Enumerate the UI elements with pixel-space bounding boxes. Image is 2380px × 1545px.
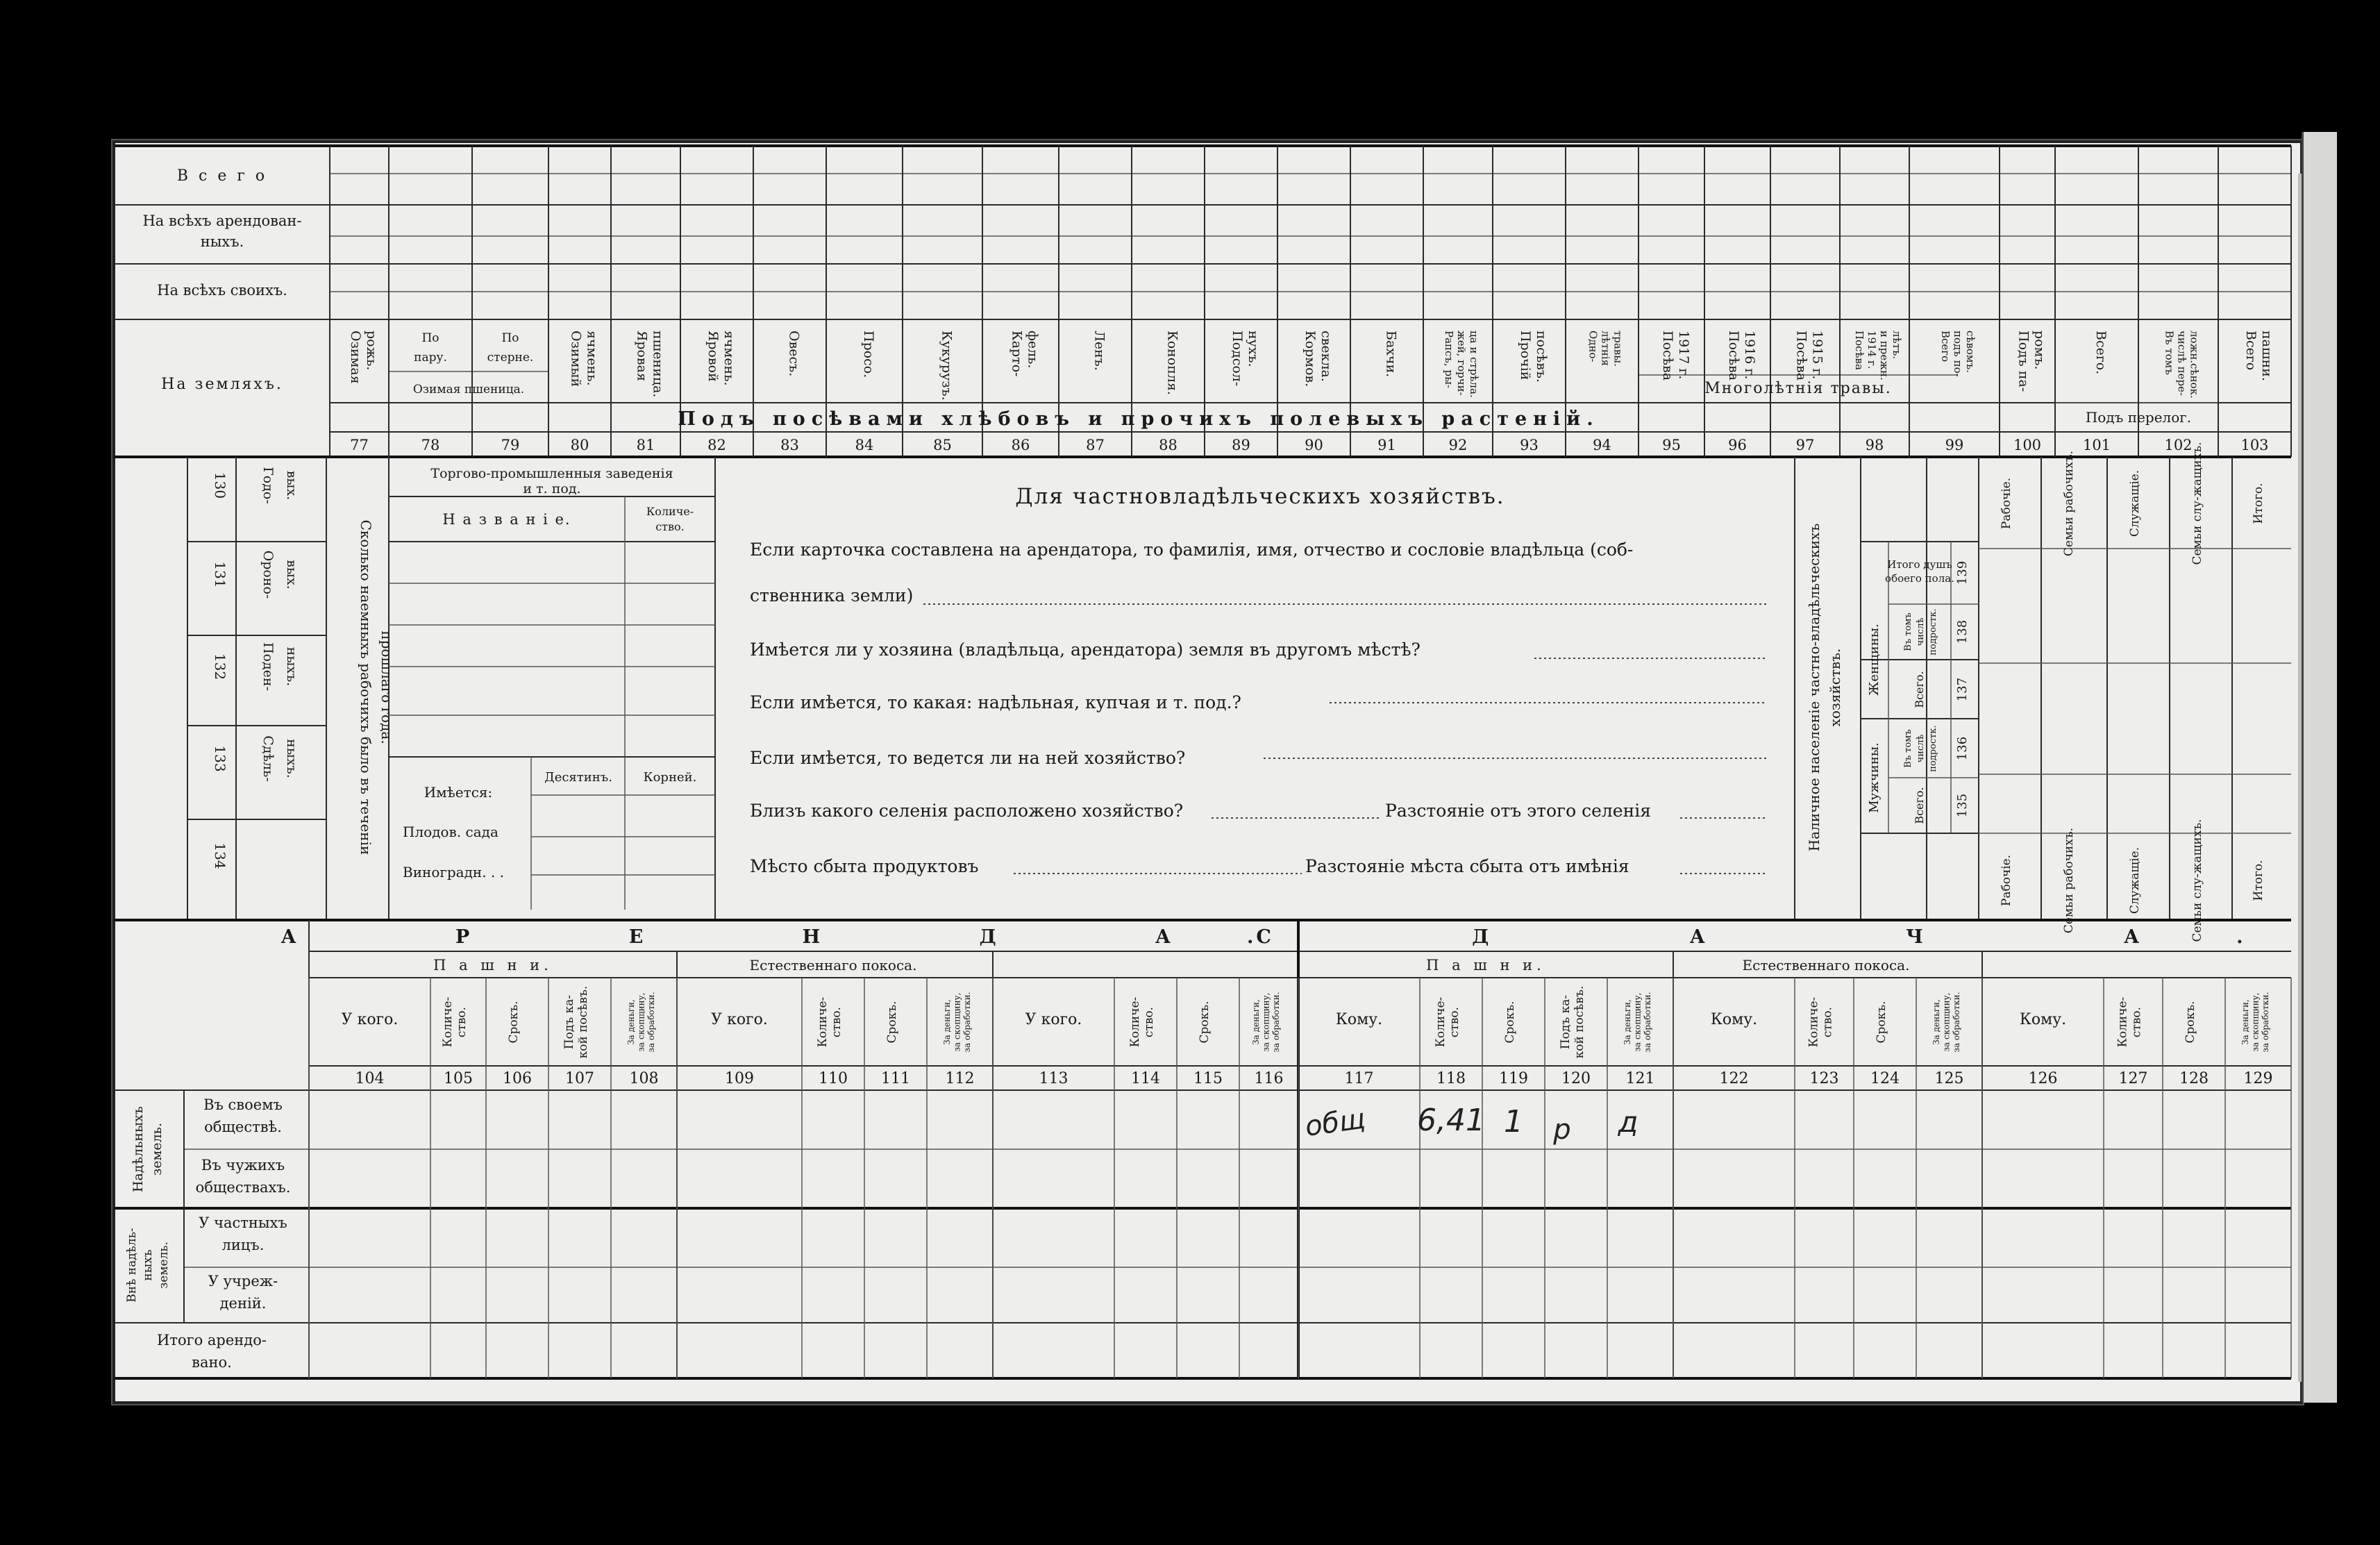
column-number: 101	[2082, 437, 2111, 453]
crop-header: Прочій	[1518, 331, 1534, 381]
lease-title: А Р Е Н Д А.	[280, 926, 1330, 948]
lease-col-header: Подъ ка-	[1558, 994, 1573, 1050]
column-number: 97	[1795, 437, 1815, 453]
column-number: 124	[1870, 1070, 1900, 1087]
crop-header: Всего.	[2093, 331, 2109, 375]
column-number: 118	[1436, 1070, 1466, 1087]
lease-col-header: Количе-	[1128, 996, 1142, 1048]
column-number: 104	[355, 1070, 385, 1087]
crop-header: лѣтнія	[1599, 331, 1612, 367]
column-number: 81	[636, 437, 655, 453]
crop-header: 1916 г.	[1741, 331, 1757, 380]
lease-col-header: За деньги,	[1623, 999, 1633, 1045]
lease-col-header: За деньги,	[626, 999, 637, 1045]
lease-col-header: Срокъ.	[2184, 1001, 2197, 1044]
incl-label: Въ томъ	[1903, 729, 1913, 768]
crop-header: Яровая	[634, 331, 650, 381]
column-number: 121	[1625, 1070, 1655, 1087]
outside-lands-label: ныхъ	[141, 1249, 155, 1281]
column-number: 111	[881, 1070, 910, 1087]
trade-title: и т. под.	[523, 481, 581, 496]
incl-label: подростк.	[1928, 725, 1938, 772]
meadow-header: Естественнаго покоса.	[1742, 957, 1910, 974]
column-number: 137	[1955, 677, 1970, 702]
column-number: 77	[350, 437, 369, 453]
trade-qty-header: Количе-	[646, 505, 694, 518]
lease-col-header: За деньги,	[1931, 999, 1942, 1045]
hired-worker-type: Сдѣль-	[260, 735, 276, 782]
private-q-distance: Разстояніе отъ этого селенія	[1385, 801, 1652, 821]
lease-col-header: кой посѣвъ.	[1573, 985, 1587, 1059]
hired-workers-label: Сколько наемныхъ рабочихъ было въ теченіи	[358, 519, 374, 855]
private-q-owner: Если карточка составлена на арендатора, то фамилія, имя, отчество и сословіе владѣльца (соб-	[750, 540, 1634, 560]
private-estates-title: Для частновладѣльческихъ хозяйствъ.	[1015, 484, 1505, 509]
outside-lands-label: земель.	[157, 1241, 171, 1289]
column-number: 108	[629, 1070, 659, 1087]
column-number: 123	[1809, 1070, 1839, 1087]
crop-header: 1917 г.	[1675, 331, 1691, 380]
lease-col-header: за скопщину,	[2250, 992, 2261, 1052]
row-label-total: В с е г о	[176, 167, 268, 185]
private-q-farming: Если имѣется, то ведется ли на ней хозяйство?	[750, 748, 1186, 768]
worker-category: Рабочіе.	[2000, 477, 2013, 530]
handwritten-entry: общ	[1302, 1103, 1368, 1143]
fruit-orchard-label: Плодов. сада	[403, 824, 498, 840]
private-persons-label: лицъ.	[221, 1237, 265, 1253]
lease-col-header: за обработки.	[1642, 992, 1652, 1053]
column-number: 134	[212, 842, 228, 869]
hired-worker-type: Поден-	[260, 642, 276, 692]
lease-col-header: ство.	[830, 1006, 844, 1038]
column-number: 95	[1662, 437, 1681, 453]
lease-columns	[309, 978, 2291, 1378]
column-number: 80	[570, 437, 589, 453]
incl-label: числѣ	[1916, 617, 1926, 646]
crop-header: Посѣва	[1853, 331, 1866, 370]
private-q-owner: ственника земли)	[750, 585, 914, 606]
handwritten-entry: д	[1618, 1105, 1639, 1139]
crop-header: Посѣва	[1726, 331, 1742, 381]
lease-col-header: за скопщину,	[1261, 992, 1271, 1052]
column-number: 92	[1448, 437, 1468, 453]
column-number: 128	[2179, 1070, 2209, 1087]
lease-col-header: ство.	[455, 1006, 469, 1038]
crop-header: посѣвъ.	[1533, 331, 1549, 383]
handwritten-entry: 1	[1504, 1104, 1523, 1139]
hired-worker-type: Годо-	[260, 467, 276, 504]
institutions-label: деній.	[219, 1295, 267, 1312]
lease-col-header: ство.	[2129, 1006, 2144, 1038]
lease-col-header: за обработки.	[1951, 992, 1961, 1053]
column-number: 138	[1955, 619, 1970, 644]
column-number: 116	[1254, 1070, 1284, 1087]
lease-col-header: Срокъ.	[1503, 1001, 1517, 1044]
crop-header: Карто-	[1009, 331, 1025, 377]
lease-col-header: Количе-	[440, 996, 455, 1048]
crop-header: Подъ па-	[2016, 331, 2031, 392]
crop-header: ромъ.	[2031, 331, 2047, 370]
column-number: 133	[212, 745, 228, 772]
trade-title: Торгово-промышленныя заведенія	[430, 466, 673, 481]
total-label: Всего.	[1913, 671, 1926, 708]
column-number: 105	[444, 1070, 473, 1087]
lease-col-header: За деньги,	[1251, 999, 1262, 1045]
column-number: 126	[2028, 1070, 2058, 1087]
crop-header: лѣтъ.	[1891, 331, 1903, 360]
crop-header: 1915 г.	[1809, 331, 1825, 380]
row-label-rented: На всѣхъ арендован-	[142, 212, 302, 229]
crop-header: фель.	[1025, 331, 1041, 369]
lease-col-header: за скопщину,	[1632, 992, 1643, 1052]
fallow-label: Подъ перелог.	[2085, 409, 2192, 426]
crop-header: ложн.сѣнок.	[2188, 331, 2201, 399]
women-label: Женщины.	[1867, 624, 1882, 696]
crop-header: Ленъ.	[1091, 331, 1107, 371]
column-number: 130	[212, 471, 228, 499]
row-label-own: На всѣхъ своихъ.	[157, 282, 287, 299]
crop-header: пшеница.	[650, 331, 666, 398]
worker-category: Семьи рабочихъ.	[2062, 450, 2076, 557]
lease-col-header: за обработки.	[646, 992, 656, 1053]
lease-col-header: Количе-	[815, 996, 830, 1048]
column-number: 78	[421, 437, 440, 453]
lease-col-header: Срокъ.	[885, 1001, 899, 1044]
bottom-section-rules	[115, 920, 2291, 1378]
crop-header: Озимая	[348, 331, 364, 384]
column-number: 139	[1955, 560, 1970, 585]
lease-col-header: За деньги,	[2240, 999, 2251, 1045]
crop-header: травы.	[1611, 331, 1625, 367]
population-label: Наличное населеніе частно-владѣльческихъ	[1806, 523, 1822, 852]
worker-category: Служащіе.	[2128, 846, 2142, 915]
lease-col-header: Подъ ка-	[562, 994, 576, 1050]
lease-col-header: Кому.	[1335, 1011, 1383, 1028]
column-number: 127	[2118, 1070, 2148, 1087]
crop-header: ца и стрѣла.	[1468, 331, 1480, 398]
column-number: 136	[1955, 736, 1970, 761]
private-q-other-land: Имѣется ли у хозяина (владѣльца, арендатора) земля въ другомъ мѣстѣ?	[750, 640, 1421, 660]
crop-header: Яровой	[705, 331, 721, 382]
column-number: 102	[2164, 437, 2193, 453]
crop-header: нухъ.	[1245, 331, 1261, 367]
column-number: 90	[1305, 437, 1323, 453]
lease-col-header: за скопщину,	[636, 992, 646, 1052]
crop-header: Озимый	[568, 331, 584, 387]
population-label: хозяйствъ.	[1827, 648, 1843, 727]
worker-category: Итого.	[2252, 860, 2265, 901]
crop-header: Одно-	[1586, 331, 1600, 362]
crop-header: Всего	[2243, 331, 2259, 371]
lease-col-header: Количе-	[2115, 996, 2130, 1048]
column-number: 83	[780, 437, 799, 453]
korney-header: Корней.	[643, 770, 697, 785]
crop-header: и прежн.	[1878, 331, 1891, 381]
incl-label: подростк.	[1928, 608, 1938, 655]
meadow-header: Естественнаго покоса.	[749, 957, 917, 974]
crop-header: Подсол-	[1230, 331, 1246, 387]
column-number: 106	[503, 1070, 532, 1087]
crop-header: ячмень.	[721, 331, 737, 386]
crop-header: стерне.	[487, 351, 534, 365]
column-number: 122	[1719, 1070, 1749, 1087]
lease-col-header: У кого.	[711, 1011, 768, 1028]
column-number: 120	[1561, 1070, 1591, 1087]
lease-col-header: За деньги,	[942, 999, 953, 1045]
lease-col-header: Количе-	[1433, 996, 1448, 1048]
perennial-grasses-label: Многолѣтнія травы.	[1704, 380, 1892, 397]
trade-qty-header: ство.	[655, 520, 685, 533]
men-label: Мужчины.	[1867, 742, 1882, 813]
crop-header: 1914 г.	[1866, 331, 1878, 369]
lease-col-header: ство.	[1448, 1006, 1462, 1038]
lease-col-header: Кому.	[1710, 1011, 1758, 1028]
lease-col-header: Срокъ.	[1198, 1001, 1212, 1044]
other-community-label: обществахъ.	[195, 1179, 291, 1196]
private-q-village: Близъ какого селенія расположено хозяйство?	[750, 801, 1184, 821]
incl-label: числѣ	[1916, 734, 1926, 763]
row-label-rented: ныхъ.	[200, 233, 244, 250]
crop-header: Конопля.	[1164, 331, 1180, 396]
incl-label: Въ томъ	[1903, 612, 1913, 651]
crop-header: Всего	[1939, 331, 1952, 362]
column-number: 89	[1232, 437, 1250, 453]
column-number: 88	[1159, 437, 1178, 453]
hired-worker-type: ныхъ.	[284, 646, 299, 687]
lease-col-header: кой посѣвъ.	[576, 985, 591, 1059]
desyatin-header: Десятинъ.	[544, 770, 612, 785]
crop-header: Кукурузъ.	[939, 331, 955, 401]
crop-band-title: Подъ посѣвами хлѣбовъ и прочихъ полевыхъ растеній.	[678, 408, 1600, 430]
column-number: 103	[2240, 437, 2269, 453]
arable-header: П а ш н и.	[1426, 957, 1545, 974]
lease-col-header: У кого.	[1025, 1011, 1082, 1028]
hired-worker-type: вых.	[284, 470, 299, 501]
lease-col-header: за обработки.	[962, 992, 972, 1053]
private-persons-label: У частныхъ	[199, 1214, 287, 1231]
column-number: 109	[725, 1070, 754, 1087]
column-number: 131	[212, 561, 228, 588]
lease-col-header: У кого.	[341, 1011, 399, 1028]
has-label: Имѣется:	[424, 784, 493, 801]
crop-header: пару.	[414, 351, 447, 365]
crop-header: свекла.	[1318, 331, 1334, 382]
handwritten-entry: 6,41	[1417, 1103, 1485, 1138]
worker-category: Семьи слу-жащихъ.	[2190, 819, 2204, 942]
column-number: 87	[1086, 437, 1105, 453]
worker-category: Семьи слу-жащихъ.	[2190, 442, 2204, 565]
column-number: 114	[1131, 1070, 1160, 1087]
crop-header: Посѣва	[1793, 331, 1809, 381]
crop-header: По	[501, 331, 519, 345]
total-souls-label: обоего пола.	[1885, 572, 1954, 585]
institutions-label: У учреж-	[208, 1273, 278, 1289]
column-number: 94	[1593, 437, 1611, 453]
private-q-land-type: Если имѣется, то какая: надѣльная, купчая и т. под.?	[750, 692, 1241, 712]
other-community-label: Въ чужихъ	[201, 1157, 285, 1174]
own-community-label: Въ своемъ	[203, 1096, 283, 1113]
lease-col-header: ство.	[1820, 1006, 1835, 1038]
crop-header: пашни.	[2259, 331, 2274, 382]
worker-category: Служащіе.	[2128, 469, 2142, 537]
private-q-market: Мѣсто сбыта продуктовъ	[750, 856, 979, 876]
crop-header: Рапсъ, ры-	[1443, 331, 1455, 389]
lease-col-header: за обработки.	[1271, 992, 1281, 1053]
column-number: 112	[945, 1070, 975, 1087]
sublease-title: С Д А Ч А.	[1256, 926, 2340, 948]
worker-category: Семьи рабочихъ.	[2062, 827, 2076, 934]
row-label-lands: На земляхъ.	[161, 376, 283, 393]
handwritten-entry: р	[1553, 1114, 1571, 1146]
column-number: 117	[1344, 1070, 1374, 1087]
column-number: 93	[1520, 437, 1539, 453]
column-number: 135	[1955, 793, 1970, 818]
column-number: 96	[1728, 437, 1747, 453]
column-number: 86	[1011, 437, 1030, 453]
column-number: 129	[2243, 1070, 2273, 1087]
crop-header: сѣвомъ.	[1964, 331, 1977, 373]
column-number: 98	[1865, 437, 1884, 453]
crop-header: Овесъ.	[786, 331, 802, 377]
hired-worker-type: Ороно-	[260, 550, 276, 599]
hired-worker-type: ныхъ.	[284, 739, 299, 778]
lease-col-header: Срокъ.	[1875, 1001, 1888, 1044]
lease-col-header: за скопщину,	[952, 992, 962, 1052]
outside-lands-label: Внѣ надѣль-	[125, 1228, 139, 1303]
column-number: 99	[1945, 437, 1964, 453]
crop-header: Въ томъ	[2163, 331, 2176, 375]
crop-header: жей, горчи-	[1455, 331, 1468, 396]
nadel-lands-label: земель.	[149, 1122, 165, 1176]
worker-category: Итого.	[2252, 483, 2265, 524]
winter-wheat-label: Озимая пшеница.	[412, 383, 525, 396]
lease-col-header: Количе-	[1807, 996, 1821, 1048]
column-number: 82	[707, 437, 726, 453]
vineyard-label: Виноградн. . .	[403, 864, 505, 880]
private-q-market-distance: Разстояніе мѣста сбыта отъ имѣнія	[1305, 856, 1629, 876]
column-number: 119	[1499, 1070, 1528, 1087]
crop-header: Посѣва	[1660, 331, 1676, 381]
hired-workers-label: прошлаго года.	[378, 630, 395, 744]
lease-col-header: Кому.	[2019, 1011, 2067, 1028]
total-leased-label: вано.	[192, 1354, 232, 1371]
total-leased-label: Итого арендо-	[157, 1332, 267, 1348]
column-number: 107	[565, 1070, 594, 1087]
crop-header: подъ по-	[1952, 331, 1964, 377]
column-number: 110	[819, 1070, 848, 1087]
lease-col-header: за скопщину,	[1941, 992, 1952, 1052]
crop-header: По	[421, 331, 439, 345]
total-souls-label: Итого душъ	[1887, 558, 1952, 571]
lease-col-header: ство.	[1142, 1006, 1157, 1038]
total-label: Всего.	[1913, 787, 1926, 824]
crop-header: Просо.	[861, 331, 876, 378]
column-number: 79	[501, 437, 520, 453]
crop-header: числѣ пере-	[2175, 331, 2188, 396]
column-number: 91	[1377, 437, 1396, 453]
lease-col-header: Срокъ.	[507, 1001, 521, 1044]
crop-header: рожь.	[363, 331, 379, 371]
arable-header: П а ш н и.	[433, 957, 553, 974]
crop-header: Бахчи.	[1383, 331, 1399, 378]
crop-header: ячмень.	[584, 331, 600, 386]
nadel-lands-label: Надѣльныхъ	[131, 1105, 146, 1193]
own-community-label: обществѣ.	[204, 1119, 282, 1135]
crop-header: Кормов.	[1302, 331, 1318, 387]
lease-col-header: за обработки.	[2260, 992, 2270, 1053]
column-number: 113	[1039, 1070, 1069, 1087]
column-number: 132	[212, 653, 228, 680]
column-number: 125	[1934, 1070, 1964, 1087]
worker-category: Рабочіе.	[2000, 854, 2013, 907]
column-number: 115	[1193, 1070, 1223, 1087]
hired-worker-type: вых.	[284, 560, 299, 590]
trade-name-header: Н а з в а н і е.	[442, 511, 571, 528]
column-number: 84	[855, 437, 874, 453]
column-number: 100	[2013, 437, 2042, 453]
column-number: 85	[933, 437, 952, 453]
